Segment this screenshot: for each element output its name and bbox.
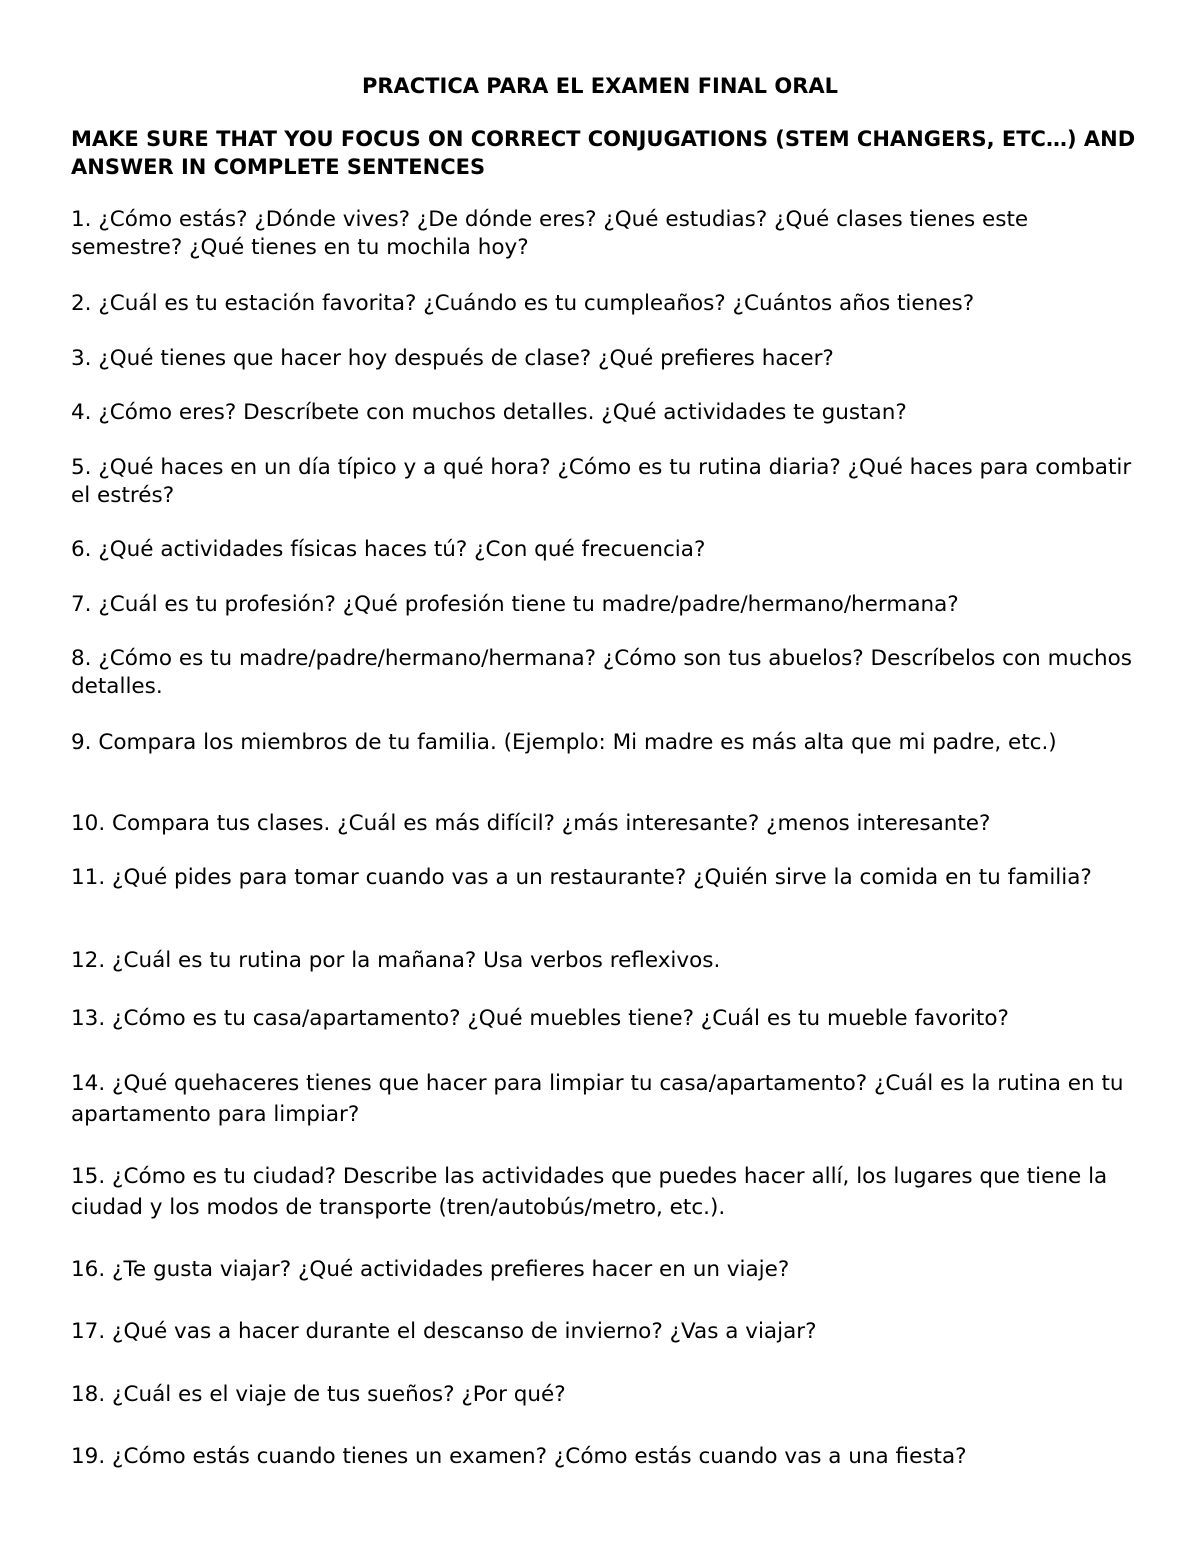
question-12: 12. ¿Cuál es tu rutina por la mañana? Usa verbos reflexivos. xyxy=(71,948,721,973)
question-7: 7. ¿Cuál es tu profesión? ¿Qué profesión tiene tu madre/padre/hermano/hermana? xyxy=(71,592,959,617)
question-16: 16. ¿Te gusta viajar? ¿Qué actividades prefieres hacer en un viaje? xyxy=(71,1257,790,1282)
question-4: 4. ¿Cómo eres? Descríbete con muchos detalles. ¿Qué actividades te gustan? xyxy=(71,400,907,425)
question-3: 3. ¿Qué tienes que hacer hoy después de clase? ¿Qué prefieres hacer? xyxy=(71,346,834,371)
question-13: 13. ¿Cómo es tu casa/apartamento? ¿Qué muebles tiene? ¿Cuál es tu mueble favorito? xyxy=(71,1006,1009,1031)
question-8: 8. ¿Cómo es tu madre/padre/hermano/hermana? ¿Cómo son tus abuelos? Descríbelos con muchos detalles. xyxy=(71,646,1132,699)
question-2: 2. ¿Cuál es tu estación favorita? ¿Cuándo es tu cumpleaños? ¿Cuántos años tienes? xyxy=(71,291,975,316)
question-9: 9. Compara los miembros de tu familia. (Ejemplo: Mi madre es más alta que mi padre, etc.) xyxy=(71,730,1057,755)
instruction-text: MAKE SURE THAT YOU FOCUS ON CORRECT CONJUGATIONS (STEM CHANGERS, ETC…) AND ANSWER IN COMPLETE SENTENCES xyxy=(71,127,1136,179)
page-title: PRACTICA PARA EL EXAMEN FINAL ORAL xyxy=(361,74,839,98)
question-5: 5. ¿Qué haces en un día típico y a qué hora? ¿Cómo es tu rutina diaria? ¿Qué haces para combatir el estrés? xyxy=(71,455,1132,508)
question-6: 6. ¿Qué actividades físicas haces tú? ¿Con qué frecuencia? xyxy=(71,537,706,562)
question-11: 11. ¿Qué pides para tomar cuando vas a un restaurante? ¿Quién sirve la comida en tu familia? xyxy=(71,865,1092,890)
question-14: 14. ¿Qué quehaceres tienes que hacer para limpiar tu casa/apartamento? ¿Cuál es la rutina en tu apartamento para limpiar? xyxy=(71,1071,1124,1127)
question-18: 18. ¿Cuál es el viaje de tus sueños? ¿Por qué? xyxy=(71,1382,566,1407)
question-10: 10. Compara tus clases. ¿Cuál es más difícil? ¿más interesante? ¿menos interesante? xyxy=(71,811,991,836)
question-19: 19. ¿Cómo estás cuando tienes un examen? ¿Cómo estás cuando vas a una fiesta? xyxy=(71,1444,967,1469)
question-15: 15. ¿Cómo es tu ciudad? Describe las actividades que puedes hacer allí, los lugares que tiene la ciudad y los modos de transporte (tren/autobús/metro, etc.). xyxy=(71,1164,1108,1220)
question-17: 17. ¿Qué vas a hacer durante el descanso de invierno? ¿Vas a viajar? xyxy=(71,1319,817,1344)
question-1: 1. ¿Cómo estás? ¿Dónde vives? ¿De dónde eres? ¿Qué estudias? ¿Qué clases tienes este semestre? ¿Qué tienes en tu mochila hoy? xyxy=(71,207,1029,260)
